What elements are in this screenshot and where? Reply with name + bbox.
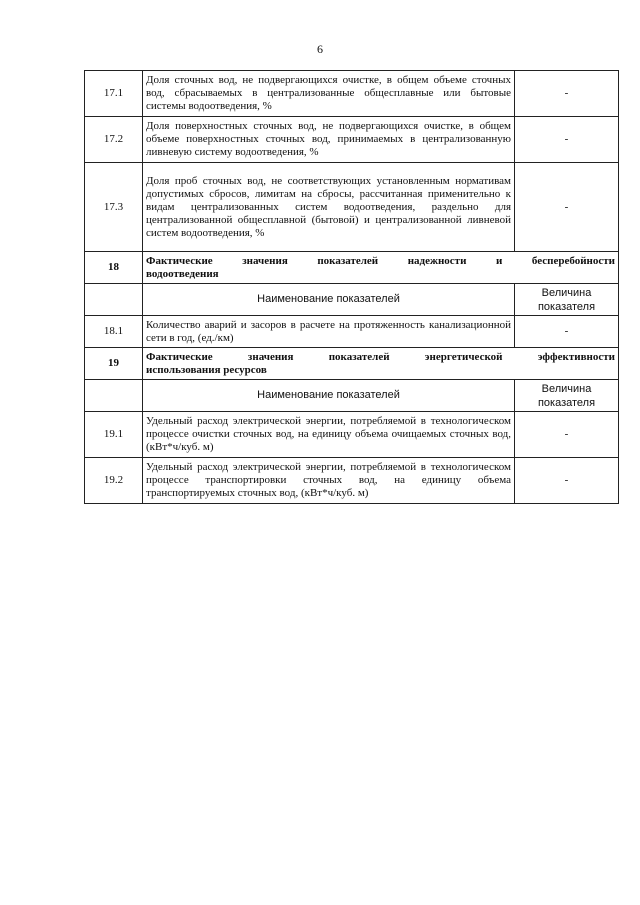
table-header-row: [85, 380, 619, 412]
section-row: [85, 348, 619, 380]
column-header-name: Наименование показателей: [143, 284, 515, 316]
indicator-value: -: [515, 71, 619, 117]
table-row: [85, 163, 619, 252]
column-header-value: Величина показателя: [515, 284, 619, 316]
section-number: 19: [85, 348, 143, 380]
section-title: [143, 252, 619, 284]
section-number: 18: [85, 252, 143, 284]
section-title-line: Фактические значения показателей надежности и бесперебойности: [146, 254, 615, 267]
table-header-row: [85, 284, 619, 316]
indicator-value: -: [515, 163, 619, 252]
indicator-value: -: [515, 117, 619, 163]
table-row: [85, 412, 619, 458]
table-row: [85, 117, 619, 163]
indicator-description: Доля сточных вод, не подвергающихся очистке, в общем объеме сточных вод, сбрасываемых в централизованные общесплавные или бытовые системы водоотведения, %: [143, 71, 515, 117]
section-title: [143, 348, 619, 380]
indicator-value: -: [515, 458, 619, 504]
column-header-name: Наименование показателей: [143, 380, 515, 412]
row-number: 18.1: [85, 316, 143, 348]
indicator-description: Удельный расход электрической энергии, потребляемой в технологическом процессе очистки сточных вод, на единицу объема очищаемых сточных вод, (кВт*ч/куб. м): [143, 412, 515, 458]
section-title-line: использования ресурсов: [146, 363, 267, 376]
row-number: 19.1: [85, 412, 143, 458]
indicator-description: Количество аварий и засоров в расчете на протяженность канализационной сети в год, (ед./км): [143, 316, 515, 348]
row-number: 19.2: [85, 458, 143, 504]
empty-cell: [85, 284, 143, 316]
indicator-value: -: [515, 412, 619, 458]
table-row: [85, 71, 619, 117]
indicator-description: Доля проб сточных вод, не соответствующих установленным нормативам допустимых сбросов, лимитам на сбросы, рассчитанная применительно к видам централизованных систем водоотведения, раздельно для централизованной общесплавной (бытовой) и централизованной ливневой систем водоотведения, %: [143, 163, 515, 252]
section-row: [85, 252, 619, 284]
column-header-value: Величина показателя: [515, 380, 619, 412]
table-row: [85, 458, 619, 504]
page-number: 6: [317, 42, 323, 56]
indicator-description: Доля поверхностных сточных вод, не подвергающихся очистке, в общем объеме поверхностных сточных вод, принимаемых в централизованную ливневую систему водоотведения, %: [143, 117, 515, 163]
row-number: 17.2: [85, 117, 143, 163]
table-row: [85, 316, 619, 348]
section-title-line: Фактические значения показателей энергетической эффективности: [146, 350, 615, 363]
row-number: 17.3: [85, 163, 143, 252]
indicator-description: Удельный расход электрической энергии, потребляемой в технологическом процессе транспортировки сточных вод, на единицу объема транспортируемых сточных вод, (кВт*ч/куб. м): [143, 458, 515, 504]
indicators-table: [84, 70, 619, 504]
row-number: 17.1: [85, 71, 143, 117]
section-title-line: водоотведения: [146, 267, 219, 280]
empty-cell: [85, 380, 143, 412]
indicator-value: -: [515, 316, 619, 348]
